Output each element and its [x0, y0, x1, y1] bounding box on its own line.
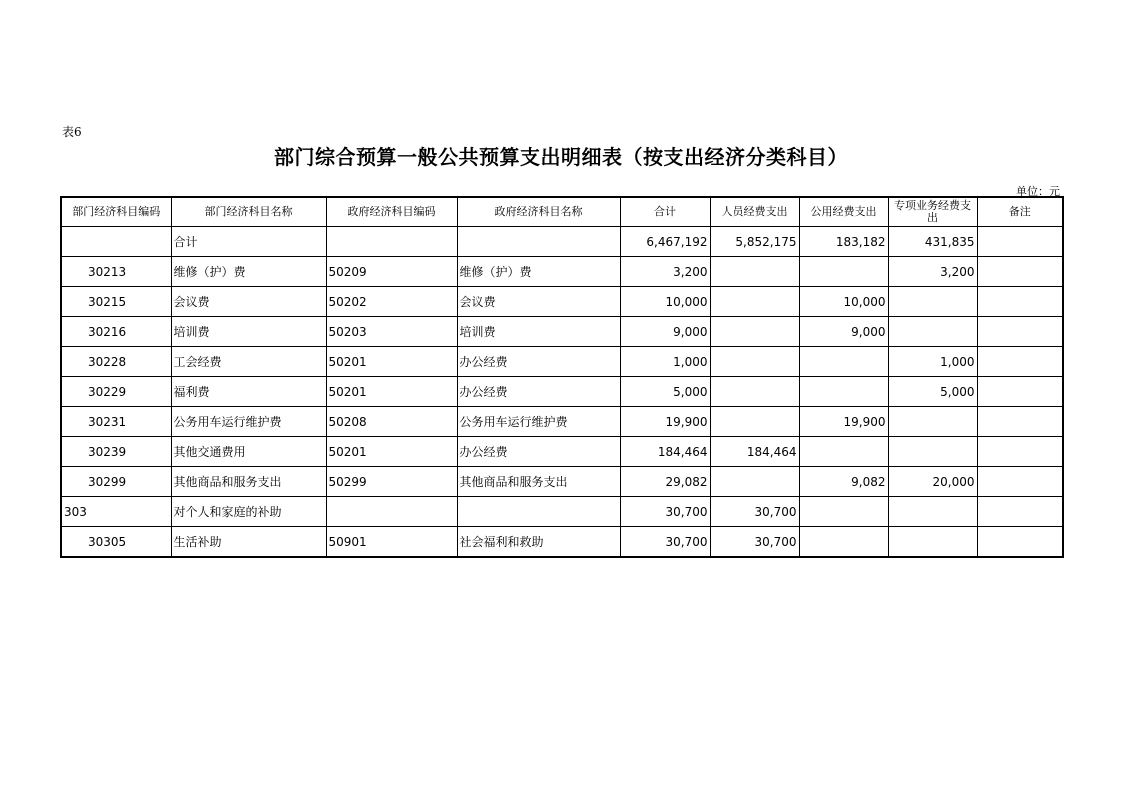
table-row — [61, 437, 1063, 467]
cell-personnel: 30,700 — [710, 527, 799, 558]
header-gov-name: 政府经济科目名称 — [457, 197, 620, 227]
cell-total: 6,467,192 — [620, 227, 710, 257]
cell-remarks — [977, 407, 1063, 437]
header-dept-code: 部门经济科目编码 — [61, 197, 171, 227]
table-row — [61, 347, 1063, 377]
cell-remarks — [977, 437, 1063, 467]
cell-dept-code: 30239 — [61, 437, 171, 467]
cell-dept-code: 30299 — [61, 467, 171, 497]
cell-public: 10,000 — [799, 287, 888, 317]
cell-public — [799, 347, 888, 377]
table-row — [61, 407, 1063, 437]
cell-public — [799, 377, 888, 407]
cell-dept-name: 其他商品和服务支出 — [171, 467, 326, 497]
cell-special — [888, 317, 977, 347]
table-row — [61, 317, 1063, 347]
cell-dept-name: 公务用车运行维护费 — [171, 407, 326, 437]
cell-dept-name: 工会经费 — [171, 347, 326, 377]
cell-gov-code: 50208 — [326, 407, 457, 437]
cell-personnel — [710, 317, 799, 347]
table-row — [61, 287, 1063, 317]
table-row — [61, 527, 1063, 558]
cell-dept-code: 303 — [61, 497, 171, 527]
cell-personnel — [710, 257, 799, 287]
cell-dept-name: 会议费 — [171, 287, 326, 317]
cell-gov-name — [457, 227, 620, 257]
cell-dept-code: 30229 — [61, 377, 171, 407]
cell-personnel: 184,464 — [710, 437, 799, 467]
cell-gov-code — [326, 497, 457, 527]
cell-gov-name — [457, 497, 620, 527]
table-row — [61, 257, 1063, 287]
cell-gov-code: 50209 — [326, 257, 457, 287]
unit-label: 单位：元 — [1016, 185, 1060, 198]
cell-total: 3,200 — [620, 257, 710, 287]
cell-gov-name: 维修（护）费 — [457, 257, 620, 287]
cell-personnel — [710, 467, 799, 497]
cell-remarks — [977, 257, 1063, 287]
cell-public: 19,900 — [799, 407, 888, 437]
cell-gov-name: 社会福利和救助 — [457, 527, 620, 558]
table-body — [61, 227, 1063, 558]
cell-personnel — [710, 377, 799, 407]
cell-gov-name: 办公经费 — [457, 437, 620, 467]
table-label: 表6 — [62, 125, 82, 139]
header-public: 公用经费支出 — [799, 197, 888, 227]
cell-gov-name: 办公经费 — [457, 377, 620, 407]
cell-special: 1,000 — [888, 347, 977, 377]
table-row — [61, 377, 1063, 407]
cell-total: 5,000 — [620, 377, 710, 407]
cell-public: 183,182 — [799, 227, 888, 257]
table-row — [61, 497, 1063, 527]
cell-remarks — [977, 317, 1063, 347]
cell-gov-name: 其他商品和服务支出 — [457, 467, 620, 497]
cell-dept-code: 30215 — [61, 287, 171, 317]
cell-dept-name: 生活补助 — [171, 527, 326, 558]
cell-personnel — [710, 407, 799, 437]
expenditure-detail-table — [60, 196, 1064, 558]
table-row — [61, 227, 1063, 257]
cell-remarks — [977, 347, 1063, 377]
cell-total: 184,464 — [620, 437, 710, 467]
cell-total: 30,700 — [620, 527, 710, 558]
cell-dept-code — [61, 227, 171, 257]
cell-remarks — [977, 377, 1063, 407]
cell-total: 19,900 — [620, 407, 710, 437]
cell-gov-code: 50203 — [326, 317, 457, 347]
cell-special — [888, 287, 977, 317]
cell-special: 5,000 — [888, 377, 977, 407]
cell-dept-name: 其他交通费用 — [171, 437, 326, 467]
cell-total: 10,000 — [620, 287, 710, 317]
cell-dept-name: 培训费 — [171, 317, 326, 347]
header-remarks: 备注 — [977, 197, 1063, 227]
header-special: 专项业务经费支出 — [888, 197, 977, 227]
cell-gov-name: 公务用车运行维护费 — [457, 407, 620, 437]
cell-remarks — [977, 497, 1063, 527]
cell-gov-name: 办公经费 — [457, 347, 620, 377]
cell-gov-name: 会议费 — [457, 287, 620, 317]
page-title: 部门综合预算一般公共预算支出明细表（按支出经济分类科目） — [274, 145, 848, 169]
cell-gov-code: 50201 — [326, 377, 457, 407]
cell-gov-code: 50299 — [326, 467, 457, 497]
cell-special — [888, 497, 977, 527]
header-gov-code: 政府经济科目编码 — [326, 197, 457, 227]
header-row — [61, 197, 1063, 227]
cell-public: 9,082 — [799, 467, 888, 497]
cell-public — [799, 497, 888, 527]
cell-special — [888, 437, 977, 467]
cell-dept-code: 30213 — [61, 257, 171, 287]
cell-public — [799, 527, 888, 558]
header-dept-name: 部门经济科目名称 — [171, 197, 326, 227]
cell-special — [888, 407, 977, 437]
cell-special: 20,000 — [888, 467, 977, 497]
cell-gov-code: 50202 — [326, 287, 457, 317]
cell-remarks — [977, 287, 1063, 317]
cell-personnel: 30,700 — [710, 497, 799, 527]
cell-special: 431,835 — [888, 227, 977, 257]
cell-total: 1,000 — [620, 347, 710, 377]
table-row — [61, 467, 1063, 497]
cell-gov-code — [326, 227, 457, 257]
cell-gov-code: 50201 — [326, 347, 457, 377]
cell-gov-code: 50901 — [326, 527, 457, 558]
cell-special — [888, 527, 977, 558]
cell-dept-name: 合计 — [171, 227, 326, 257]
cell-personnel: 5,852,175 — [710, 227, 799, 257]
cell-dept-code: 30305 — [61, 527, 171, 558]
cell-remarks — [977, 527, 1063, 558]
cell-public — [799, 437, 888, 467]
cell-gov-code: 50201 — [326, 437, 457, 467]
cell-total: 9,000 — [620, 317, 710, 347]
cell-dept-name: 对个人和家庭的补助 — [171, 497, 326, 527]
cell-total: 29,082 — [620, 467, 710, 497]
cell-public — [799, 257, 888, 287]
header-personnel: 人员经费支出 — [710, 197, 799, 227]
cell-dept-name: 福利费 — [171, 377, 326, 407]
cell-total: 30,700 — [620, 497, 710, 527]
cell-dept-code: 30228 — [61, 347, 171, 377]
cell-dept-name: 维修（护）费 — [171, 257, 326, 287]
cell-remarks — [977, 227, 1063, 257]
header-total: 合计 — [620, 197, 710, 227]
cell-dept-code: 30231 — [61, 407, 171, 437]
cell-personnel — [710, 347, 799, 377]
cell-remarks — [977, 467, 1063, 497]
cell-special: 3,200 — [888, 257, 977, 287]
cell-personnel — [710, 287, 799, 317]
cell-dept-code: 30216 — [61, 317, 171, 347]
cell-public: 9,000 — [799, 317, 888, 347]
cell-gov-name: 培训费 — [457, 317, 620, 347]
